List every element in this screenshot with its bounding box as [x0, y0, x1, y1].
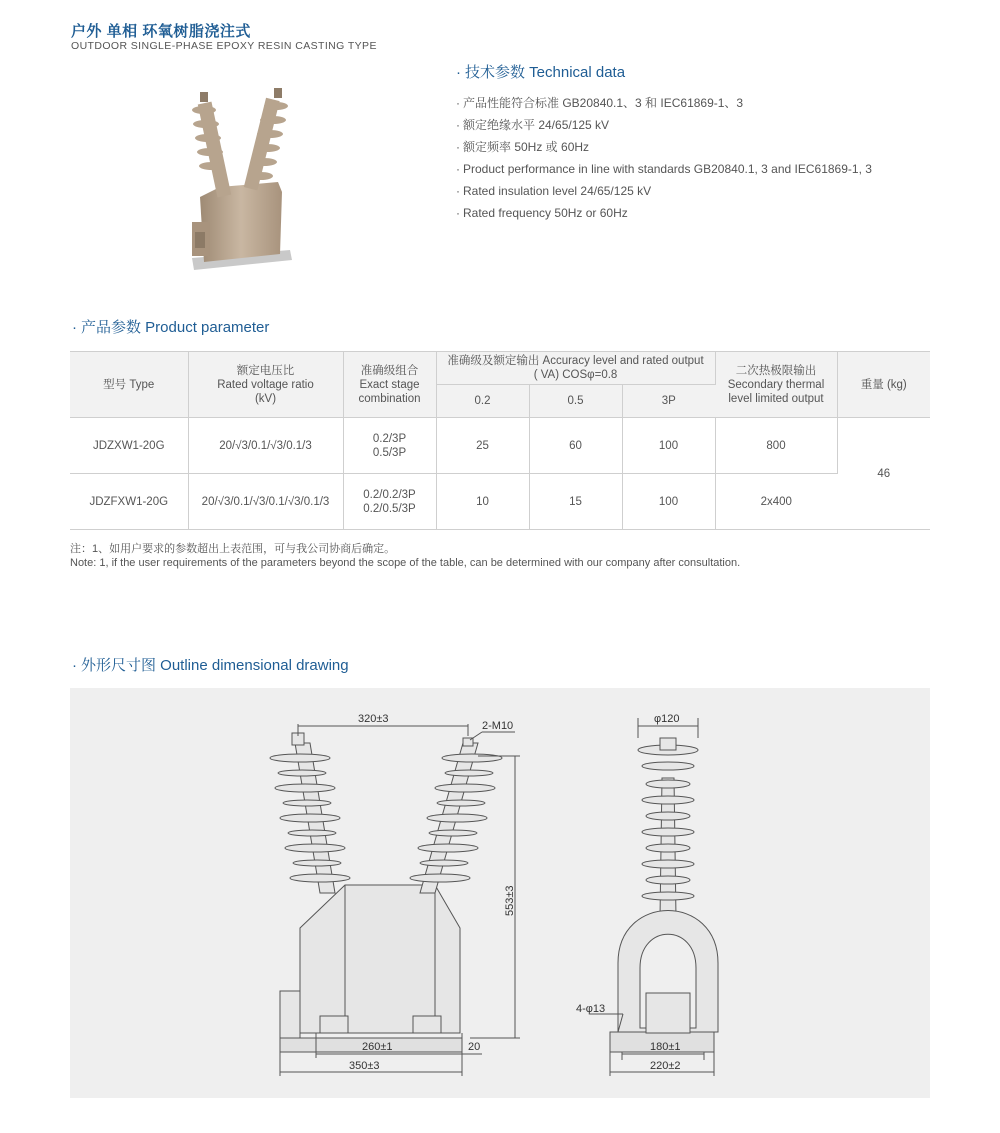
cell-type: JDZXW1-20G — [70, 418, 188, 474]
dim-diameter: φ120 — [654, 713, 680, 725]
technical-data-list — [456, 94, 872, 226]
list-item: · 额定频率 50Hz 或 60Hz — [456, 140, 590, 154]
table-row — [70, 418, 930, 474]
header-voltage: 额定电压比 Rated voltage ratio (kV) — [188, 352, 343, 418]
cell-v3p: 100 — [622, 418, 715, 474]
note-en: Note: 1, if the user requirements of the parameters beyond the scope of the table, can be determined with our company after consultation. — [70, 557, 741, 569]
dim-outer-base: 350±3 — [349, 1060, 380, 1072]
outline-drawing-heading: · 外形尺寸图 Outline dimensional drawing — [72, 657, 349, 674]
dim-side-outer: 220±2 — [650, 1060, 681, 1072]
product-parameter-heading: · 产品参数 Product parameter — [72, 319, 270, 336]
page-title: 户外 单相 环氧树脂浇注式 — [71, 23, 251, 40]
header-acc-02: 0.2 — [436, 385, 529, 418]
cell-v05: 60 — [529, 418, 622, 474]
cell-stage: 0.2/3P 0.5/3P — [343, 418, 436, 474]
product-parameter-table — [70, 351, 930, 530]
cell-voltage: 20/√3/0.1/√3/0.1/√3/0.1/3 — [188, 474, 343, 530]
cell-v02: 10 — [436, 474, 529, 530]
list-item: · Rated insulation level 24/65/125 kV — [456, 184, 652, 198]
dim-offset: 20 — [468, 1041, 481, 1053]
outline-drawing-panel — [70, 688, 930, 1098]
dim-height: 553±3 — [504, 885, 516, 916]
header-type: 型号 Type — [70, 352, 188, 418]
header-acc-3p: 3P — [622, 385, 715, 418]
cell-type: JDZFXW1-20G — [70, 474, 188, 530]
cell-thermal: 800 — [715, 418, 837, 474]
technical-data-heading: · 技术参数 Technical data — [456, 64, 626, 81]
cell-voltage: 20/√3/0.1/√3/0.1/3 — [188, 418, 343, 474]
cell-stage: 0.2/0.2/3P 0.2/0.5/3P — [343, 474, 436, 530]
product-photo — [180, 82, 300, 302]
cell-thermal: 2x400 — [715, 474, 837, 530]
dim-side-inner: 180±1 — [650, 1041, 681, 1053]
cell-v05: 15 — [529, 474, 622, 530]
header-acc-05: 0.5 — [529, 385, 622, 418]
outline-drawing — [70, 688, 930, 1098]
header-thermal: 二次热极限输出 Secondary thermal level limited output — [715, 352, 837, 418]
page-subtitle: OUTDOOR SINGLE-PHASE EPOXY RESIN CASTING TYPE — [71, 40, 377, 52]
note-cn: 注：1、如用户要求的参数超出上表范围，可与我公司协商后确定。 — [70, 543, 396, 555]
dim-bolt: 2-M10 — [482, 720, 514, 732]
cell-weight: 46 — [837, 418, 930, 530]
cell-v3p: 100 — [622, 474, 715, 530]
cell-v02: 25 — [436, 418, 529, 474]
header-weight: 重量 (kg) — [837, 352, 930, 418]
header-stage: 准确级组合 Exact stage combination — [343, 352, 436, 418]
dim-top-width: 320±3 — [358, 713, 389, 725]
list-item: · 额定绝缘水平 24/65/125 kV — [456, 118, 610, 132]
list-item: · 产品性能符合标准 GB20840.1、3 和 IEC61869-1、3 — [456, 96, 744, 110]
dim-holes: 4-φ13 — [576, 1003, 606, 1015]
list-item: · Product performance in line with standards GB20840.1, 3 and IEC61869-1, 3 — [456, 162, 872, 176]
dim-inner-base: 260±1 — [362, 1041, 393, 1053]
list-item: · Rated frequency 50Hz or 60Hz — [456, 206, 628, 220]
header-output: 准确级及额定输出 Accuracy level and rated output ( VA) COSφ=0.8 — [436, 352, 715, 385]
table-row — [70, 474, 930, 530]
